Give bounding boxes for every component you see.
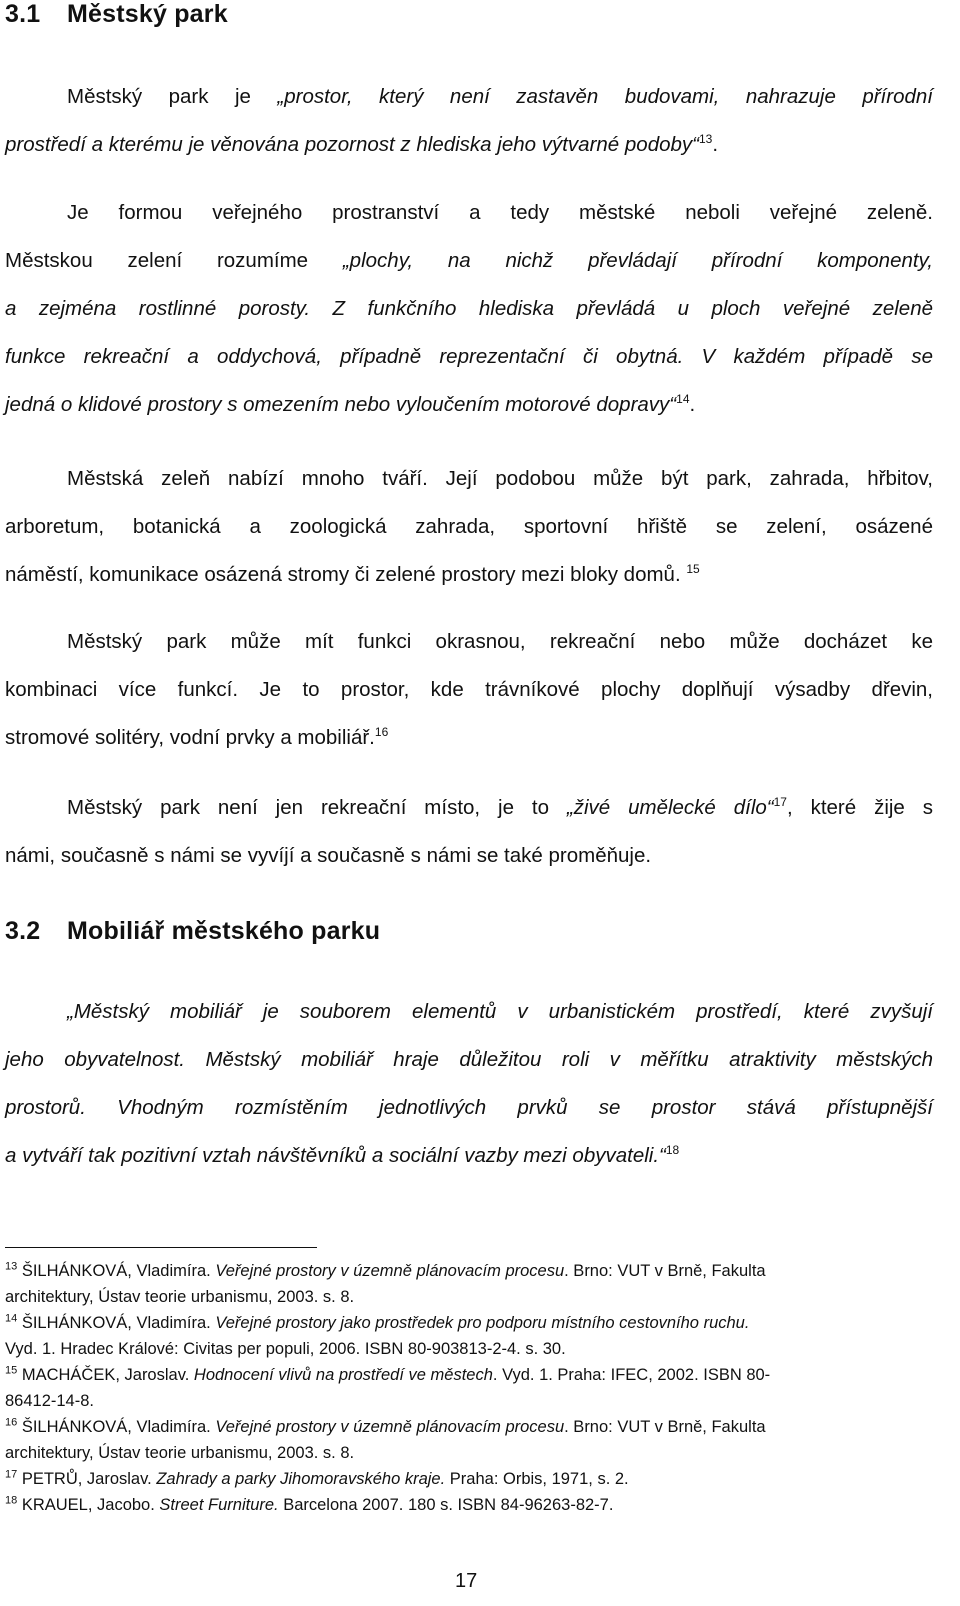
footnote-number: 17 [5,1468,18,1481]
footnote-author: MACHÁČEK, Jaroslav. [17,1366,194,1384]
footnote-number: 18 [5,1494,18,1507]
section-heading-3-1 [5,0,228,29]
text-line [5,551,933,599]
text-line [5,381,933,429]
footnote-separator [5,1247,317,1248]
footnote-14 [5,1310,933,1336]
footnote-ref[interactable]: 13 [698,132,713,147]
quote-run: a zejména rostlinné porosty. Z funkčního hlediska převládá u ploch veřejné zeleně [5,297,933,320]
paragraph-4 [5,618,933,762]
footnote-number: 15 [5,1364,18,1377]
section-number: 3.1 [5,0,41,28]
quote-run: „živé umělecké dílo“ [566,796,774,819]
footnote-15-cont: 86412-14-8. [5,1392,94,1410]
footnote-13-cont: architektury, Ústav teorie urbanismu, 2003. s. 8. [5,1288,355,1306]
page-number: 17 [455,1570,478,1592]
section-number: 3.2 [5,917,41,945]
footnote-15 [5,1362,933,1388]
quote-run: funkce rekreační a oddychová, případně reprezentační či obytná. [5,345,684,368]
footnote-details: Praha: Orbis, 1971, s. 2. [445,1470,629,1488]
footnote-16-cont: architektury, Ústav teorie urbanismu, 2003. s. 8. [5,1444,355,1462]
footnote-ref[interactable]: 17 [773,795,787,810]
text-line: kombinaci více funkcí. Je to prostor, kde trávníkové plochy doplňují výsadby dřevin, [5,678,933,701]
footnote-ref[interactable]: 14 [676,392,690,407]
text-line [5,333,933,381]
section-title: Mobiliář městského parku [67,917,381,945]
paragraph-6 [5,988,933,1180]
text-run: náměstí, komunikace osázená stromy či zelené prostory mezi bloky domů. [5,563,681,586]
footnote-title: Veřejné prostory v územně plánovacím procesu [215,1418,565,1436]
paragraph-5 [5,784,933,880]
text-line: námi, současně s námi se vyvíjí a současně s námi se také proměňuje. [5,844,652,867]
text-line [5,784,933,832]
footnote-ref[interactable]: 16 [374,725,389,740]
quote-run: jeho obyvatelnost. Městský mobiliář hraje důležitou roli v měřítku atraktivity městských [5,1048,933,1071]
text-line [5,1084,933,1132]
footnote-author: KRAUEL, Jacobo. [17,1496,160,1514]
footnote-number: 13 [5,1260,18,1273]
footnote-author: ŠILHÁNKOVÁ, Vladimíra. [17,1314,216,1332]
footnote-16 [5,1414,933,1440]
text-line [5,285,933,333]
footnote-author: ŠILHÁNKOVÁ, Vladimíra. [17,1418,216,1436]
paragraph-1 [5,73,933,169]
footnote-details: Barcelona 2007. 180 s. ISBN 84-96263-82-7. [278,1496,614,1514]
footnote-17 [5,1466,933,1492]
footnote-13 [5,1258,933,1284]
text-line [5,1036,933,1084]
text-run: Městský park je [67,85,278,108]
text-run: , které žije s [786,796,933,819]
footnote-details: . Brno: VUT v Brně, Fakulta [564,1418,766,1436]
footnote-14-cont: Vyd. 1. Hradec Králové: Civitas per populi, 2006. ISBN 80-903813-2-4. s. 30. [5,1340,566,1358]
text-line: arboretum, botanická a zoologická zahrada, sportovní hřiště se zelení, osázené [5,515,933,538]
quote-run: „prostor, který není zastavěn budovami, nahrazuje přírodní [277,85,933,108]
footnote-details: . Vyd. 1. Praha: IFEC, 2002. ISBN 80- [492,1366,771,1384]
quote-run: jedná o klidové prostory s omezením nebo vyloučením motorové dopravy“ [5,393,677,416]
footnote-author: ŠILHÁNKOVÁ, Vladimíra. [17,1262,216,1280]
text-line [5,237,933,285]
footnote-18 [5,1492,933,1518]
quote-run: prostorů. Vhodným rozmístěním jednotlivých prvků se prostor stává přístupnější [5,1096,933,1119]
footnote-details: . Brno: VUT v Brně, Fakulta [564,1262,766,1280]
footnote-title: Street Furniture. [159,1496,279,1514]
text-line [5,121,933,169]
text-run: . [712,133,719,156]
quote-run: V každém případě se [683,345,933,368]
footnote-title: Veřejné prostory v územně plánovacím procesu [215,1262,565,1280]
footnote-title: Zahrady a parky Jihomoravského kraje. [156,1470,446,1488]
footnote-ref[interactable]: 15 [686,562,700,577]
text-line: Městská zeleň nabízí mnoho tváří. Její podobou může být park, zahrada, hřbitov, [67,467,933,490]
text-line: Je formou veřejného prostranství a tedy městské neboli veřejné zeleně. [67,201,933,224]
text-line [5,988,933,1036]
quote-run: „plochy, na nichž převládají přírodní komponenty, [342,249,933,272]
text-line [5,1132,933,1180]
paragraph-3 [5,455,933,599]
quote-run: „Městský mobiliář je souborem elementů v urbanistickém prostředí, které zvyšují [67,1000,933,1023]
quote-run: prostředí a kterému je věnována pozornost z hlediska jeho výtvarné podoby“ [5,133,699,156]
text-run: Městskou zelení rozumíme [5,249,343,272]
footnote-title: Hodnocení vlivů na prostředí ve městech [193,1366,493,1384]
footnote-number: 16 [5,1416,18,1429]
footnote-title: Veřejné prostory jako prostředek pro podporu místního cestovního ruchu. [215,1314,750,1332]
text-run: Městský park není jen rekreační místo, je to [67,796,567,819]
text-line [5,714,933,762]
footnotes [5,1258,933,1518]
footnote-author: PETRŮ, Jaroslav. [17,1470,157,1488]
footnote-number: 14 [5,1312,18,1325]
quote-run: a vytváří tak pozitivní vztah návštěvníků a sociální vazby mezi obyvateli.“ [5,1144,666,1167]
section-title: Městský park [67,0,228,28]
text-line [5,73,933,121]
text-run: . [689,393,696,416]
text-run: stromové solitéry, vodní prvky a mobiliář. [5,726,375,749]
paragraph-2 [5,189,933,429]
footnote-ref[interactable]: 18 [665,1143,680,1158]
text-line: Městský park může mít funkci okrasnou, rekreační nebo může docházet ke [67,630,933,653]
section-heading-3-2 [5,917,380,946]
